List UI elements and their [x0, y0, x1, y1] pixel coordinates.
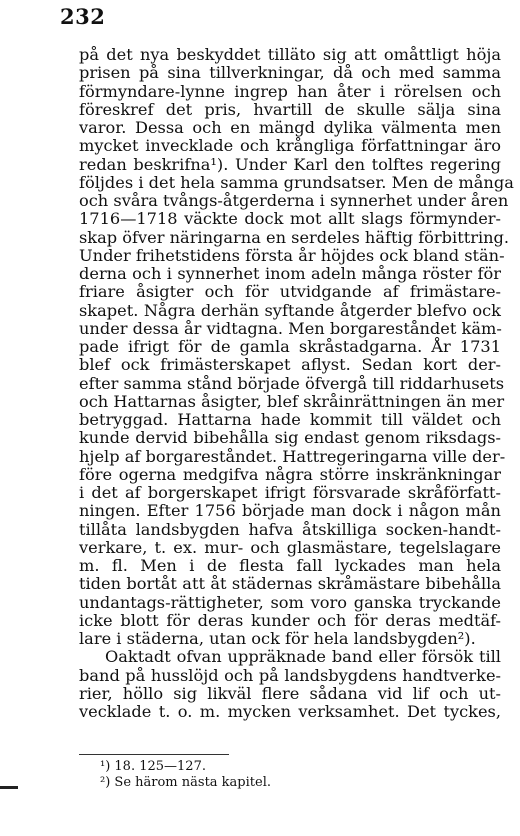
text-line: tiden bortåt att åt städernas skråmästare bibehålla [79, 574, 501, 594]
text-line: och Hattarnas åsigter, blef skråinrättningen än mer [79, 391, 505, 411]
text-line: hjelp af borgareståndet. Hattregeringarna ville der- [79, 446, 506, 466]
paragraph-start-line: Oaktadt ofvan uppräknade band eller försök till [105, 647, 501, 667]
text-line: 1716—1718 väckte dock mot allt slags förmynder- [79, 209, 501, 229]
text-line: och svåra tvångs-åtgerderna i synnerhet under åren [79, 191, 509, 210]
text-line: derna och i synnerhet inom adeln många röster för [79, 264, 501, 283]
text-line: mycket invecklade och krångliga författningar äro [79, 136, 501, 156]
text-line: rier, höllo sig likväl flere sådana vid lif och ut- [79, 683, 501, 703]
text-line: kunde dervid bibehålla sig endast genom riksdags- [79, 428, 501, 448]
text-line: ningen. Efter 1756 började man dock i någon mån [79, 501, 501, 521]
scan-edge-mark [0, 786, 18, 789]
text-line: friare åsigter och för utvidgande af frimästare- [79, 282, 501, 302]
body-text [79, 45, 514, 721]
text-line: redan beskrifna¹). Under Karl den tolftes regering [79, 154, 501, 174]
footnote-divider [79, 754, 229, 755]
text-line: i det af borgerskapet ifrigt försvarade skråförfatt- [79, 483, 501, 502]
text-line: Under frihetstidens första år höjdes ock bland stän- [79, 245, 505, 265]
text-line: betryggad. Hattarna hade kommit till väldet och [79, 410, 501, 429]
text-line: efter samma stånd började öfvergå till riddarhusets [79, 373, 505, 393]
footnote-2: ²) Se härom nästa kapitel. [100, 775, 271, 790]
text-line: förmyndare-lynne ingrep han åter i rörelsen och [79, 81, 501, 101]
text-line: under dessa år vidtagna. Men borgareståndet käm- [79, 318, 502, 338]
text-line: icke blott för deras kunder och för deras medtäf- [79, 610, 501, 630]
paragraph-end-line: lare i städerna, utan ock för hela landsbygden²). [79, 629, 476, 648]
text-line: skap öfver näringarna en serdeles häftig förbittring. [79, 227, 510, 247]
text-line: prisen på sina tillverkningar, då och med samma [79, 63, 501, 83]
text-line: undantags-rättigheter, som voro ganska tryckande [79, 592, 501, 612]
text-line: m. fl. Men i de flesta fall lyckades man hela [79, 556, 501, 575]
text-line: verkare, t. ex. mur- och glasmästare, tegelslagare [79, 537, 501, 557]
text-line: band på husslöjd och på landsbygdens handtverke- [79, 665, 501, 685]
text-line: varor. Dessa och en mängd dylika välmenta men [79, 118, 501, 137]
text-line: före ogerna medgifva några större inskränkningar [79, 464, 501, 484]
text-line: föreskref det pris, hvartill de skulle sälja sina [79, 99, 501, 119]
text-line: skapet. Några derhän syftande åtgerder blefvo ock [79, 300, 501, 320]
text-line: tillåta landsbygden hafva åtskilliga socken-handt- [79, 519, 501, 539]
text-line: blef ock frimästerskapet aflyst. Sedan kort der- [79, 355, 501, 375]
text-line: följdes i det hela samma grundsatser. Men de många [79, 172, 514, 192]
page-number: 232 [60, 4, 106, 29]
text-line: på det nya beskyddet tilläto sig att omåttligt höja [79, 45, 501, 64]
text-line: pade ifrigt för de gamla skråstadgarna. År 1731 [79, 337, 501, 356]
text-line: vecklade t. o. m. mycken verksamhet. Det tyckes, [79, 702, 501, 721]
footnote-1: ¹) 18. 125—127. [100, 759, 206, 774]
footnotes [100, 759, 271, 791]
